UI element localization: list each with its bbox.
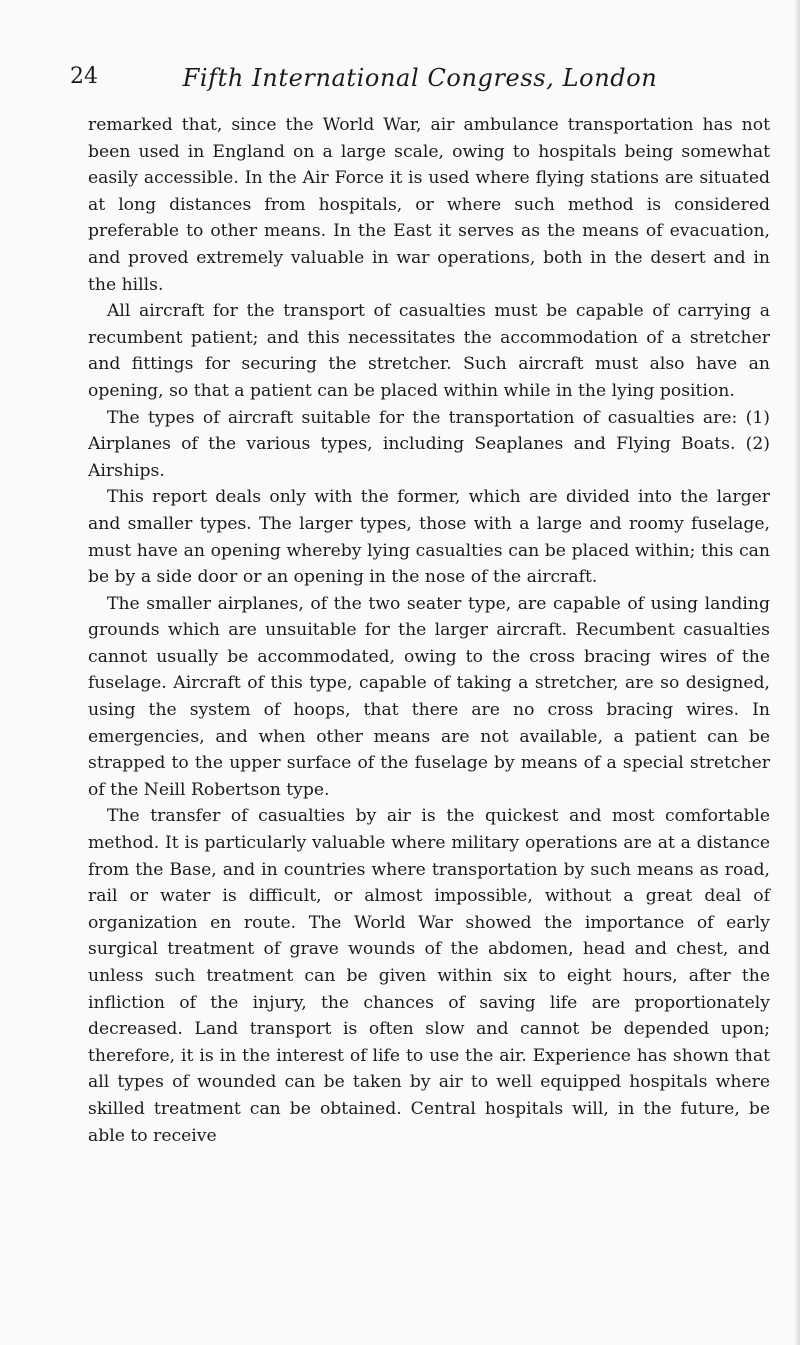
paragraph: The smaller airplanes, of the two seater type, are capable of using landing grounds which are unsuitable for the larger aircraft. Recumbent casualties cannot usually be accommodated, owing to the cross bracing wires of the fuselage. Aircraft of this type, capable of taking a stretcher, are so designed, using the system of hoops, that there are no cross bracing wires. In emergencies, and when other means are not available, a patient can be strapped to the upper surface of the fuselage by means of a special stretcher of the Neill Robertson type. [88,593,770,800]
paragraph: This report deals only with the former, which are divided into the larger and smaller types. The larger types, those with a large and roomy fuselage, must have an opening whereby lying casualties can be placed within; this can be by a side door or an opening in the nose of the aircraft. [88,487,770,588]
document-page [70,64,770,1149]
running-head [70,64,770,112]
paragraph: The transfer of casualties by air is the quickest and most comfortable method. It is particularly valuable where military operations are at a distance from the Base, and in countries where transportation by such means as road, rail or water is difficult, or almost impossible, without a great deal of organization en route. The World War showed the importance of early surgical treatment of grave wounds of the abdomen, head and chest, and unless such treatment can be given within six to eight hours, after the infliction of the injury, the chances of saving life are proportionately decreased. Land transport is often slow and cannot be depended upon; therefore, it is in the interest of life to use the air. Experience has shown that all types of wounded can be taken by air to well equipped hospitals where skilled treatment can be obtained. Central hospitals will, in the future, be able to receive [88,806,770,1146]
page-number: 24 [70,64,98,89]
page-edge-shadow [794,0,800,1345]
running-title: Fifth International Congress, London [182,64,658,92]
paragraph: All aircraft for the transport of casualties must be capable of carrying a recumbent patient; and this necessitates the accommodation of a stretcher and fittings for securing the stretcher. Such aircraft must also have an opening, so that a patient can be placed within while in the lying position. [88,301,770,401]
paragraph: The types of aircraft suitable for the transportation of casualties are: (1) Airplanes of the various types, including Seaplanes and Flying Boats. (2) Airships. [88,407,770,481]
body-text [88,112,770,1149]
paragraph: remarked that, since the World War, air ambulance transportation has not been used in England on a large scale, owing to hospitals being somewhat easily accessible. In the Air Force it is used where flying stations are situated at long distances from hospitals, or where such method is considered preferable to other means. In the East it serves as the means of evacuation, and proved extremely valuable in war operations, both in the desert and in the hills. [88,115,770,295]
